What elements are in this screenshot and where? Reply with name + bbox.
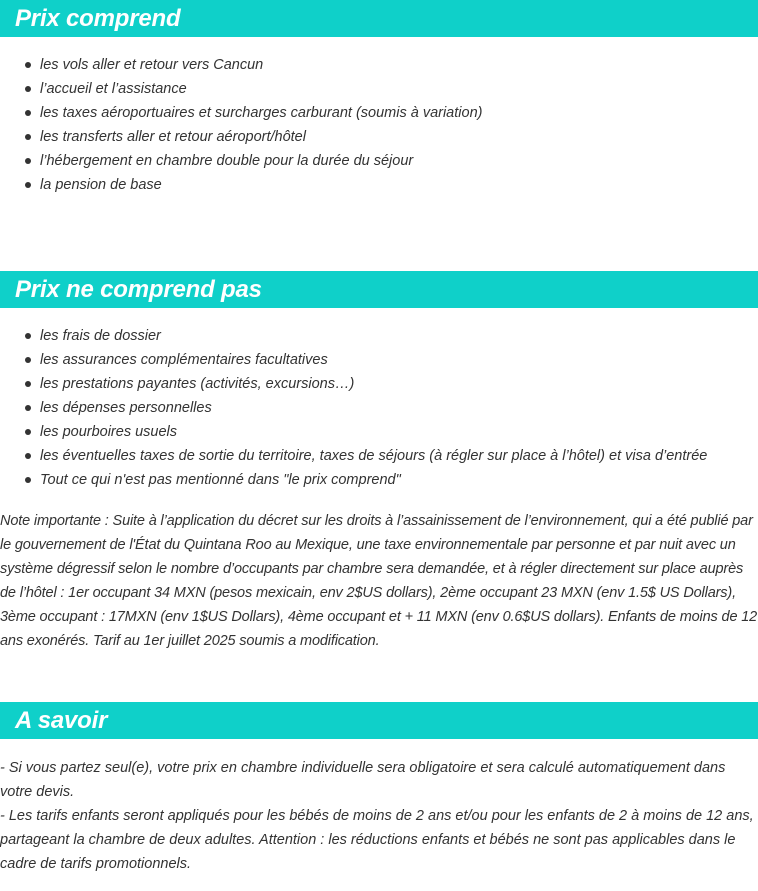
- bullet-icon: [25, 158, 31, 164]
- bullet-icon: [25, 182, 31, 188]
- includes-list: [0, 53, 482, 197]
- list-item-text: les transferts aller et retour aéroport/hôtel: [40, 129, 306, 145]
- list-item-text: les pourboires usuels: [40, 424, 178, 440]
- includes-header: [0, 0, 758, 37]
- bullet-icon: [25, 477, 31, 483]
- bullet-icon: [25, 134, 31, 140]
- list-item: [0, 149, 482, 173]
- bullet-icon: [25, 333, 31, 339]
- list-item-text: Tout ce qui n'est pas mentionné dans "le prix comprend": [40, 472, 401, 488]
- bullet-icon: [25, 381, 31, 387]
- list-item-text: la pension de base: [40, 177, 162, 193]
- bullet-icon: [25, 110, 31, 116]
- includes-title: Prix comprend: [15, 5, 181, 32]
- list-item: [0, 372, 707, 396]
- list-item-text: les assurances complémentaires facultatives: [40, 352, 328, 368]
- list-item: [0, 53, 482, 77]
- list-item: [0, 396, 707, 420]
- important-note: Note importante : Suite à l’application du décret sur les droits à l’assainissement de l’environnement, qui a été publié par le gouvernement de l'État du Quintana Roo au Mexique, une taxe environnementale par personne et par nuit avec un système dégressif selon le nombre d’occupants par chambre sera demandée, et à régler directement sur place auprès de l’hôtel : 1er occupant 34 MXN (pesos mexicain, env 2$US dollars), 2ème occupant 23 MXN (env 1.5$ US Dollars), 3ème occupant : 17MXN (env 1$US Dollars), 4ème occupant et + 11 MXN (env 0.6$US dollars). Enfants de moins de 12 ans exonérés. Tarif au 1er juillet 2025 soumis a modification.: [0, 513, 758, 649]
- bullet-icon: [25, 62, 31, 68]
- bullet-icon: [25, 429, 31, 435]
- list-item-text: l’hébergement en chambre double pour la durée du séjour: [40, 153, 414, 169]
- list-item-text: les prestations payantes (activités, excursions…): [40, 376, 355, 392]
- list-item: [0, 468, 707, 492]
- list-item-text: l’accueil et l’assistance: [40, 81, 187, 97]
- bullet-icon: [25, 405, 31, 411]
- bullet-icon: [25, 453, 31, 459]
- list-item-text: les frais de dossier: [40, 328, 161, 344]
- excludes-list: [0, 324, 707, 492]
- savoir-paragraph-single: - Si vous partez seul(e), votre prix en chambre individuelle sera obligatoire et sera calculé automatiquement dans votre devis.: [0, 760, 726, 800]
- savoir-title: A savoir: [15, 707, 108, 734]
- excludes-title: Prix ne comprend pas: [15, 276, 262, 303]
- list-item-text: les éventuelles taxes de sortie du territoire, taxes de séjours (à régler sur place à l’hôtel) et visa d’entrée: [40, 448, 708, 464]
- list-item: [0, 101, 482, 125]
- excludes-header: [0, 271, 758, 308]
- list-item-text: les dépenses personnelles: [40, 400, 212, 416]
- list-item: [0, 173, 482, 197]
- list-item: [0, 77, 482, 101]
- list-item: [0, 420, 707, 444]
- list-item-text: les taxes aéroportuaires et surcharges carburant (soumis à variation): [40, 105, 483, 121]
- savoir-header: [0, 702, 758, 739]
- list-item: [0, 125, 482, 149]
- savoir-paragraph-children: - Les tarifs enfants seront appliqués pour les bébés de moins de 2 ans et/ou pour les enfants de 2 à moins de 12 ans, partageant la chambre de deux adultes. Attention : les réductions enfants et bébés ne sont pas applicables dans le cadre de tarifs promotionnels.: [0, 808, 754, 872]
- list-item: [0, 348, 707, 372]
- list-item: [0, 324, 707, 348]
- bullet-icon: [25, 86, 31, 92]
- bullet-icon: [25, 357, 31, 363]
- list-item-text: les vols aller et retour vers Cancun: [40, 57, 264, 73]
- list-item: [0, 444, 707, 468]
